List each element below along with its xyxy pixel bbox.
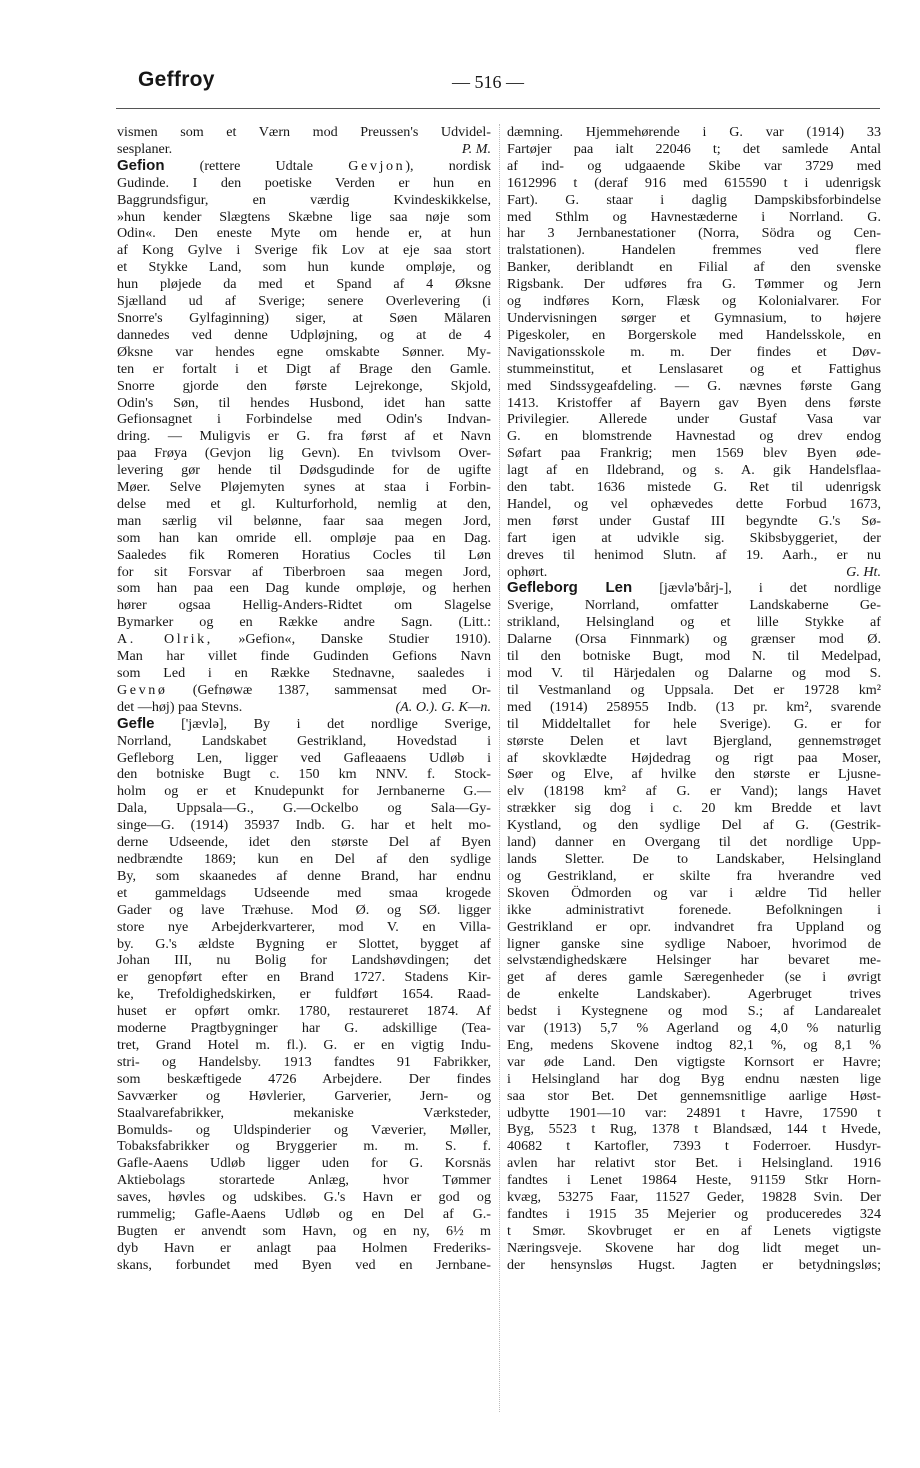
author-signature: (A. O.). G. K—n. — [395, 698, 491, 715]
text-line: nedbrændte 1869; kun en Del af den sydlige — [117, 851, 491, 867]
text-line: Snorre gjorde den første Lejrekonge, Skjold, — [117, 377, 491, 394]
text-line: var øde Land. Den vigtigste Kornsort er Havre; — [507, 1053, 881, 1070]
text-line: huset er opført omkr. 1780, restaureret 1874. Af — [117, 1003, 491, 1020]
literature-author: A. Olrik, — [117, 631, 213, 648]
text-line: lagt af en Ildebrand, og s. A. gik Handelsflaa- — [507, 462, 881, 479]
entry-body — [507, 124, 881, 564]
entry-first-line — [117, 158, 491, 175]
headword: Gefion — [117, 157, 165, 174]
headword: Gefleborg Len — [507, 580, 633, 597]
text-line: levering gør hende til Dødsgudinde for de ugifte — [117, 462, 491, 479]
text-line: get af deres gamle Særegenheder (se i øvrigt — [507, 969, 881, 986]
text-line: den tabt. 1636 mistede G. Ret til udenrigsk — [507, 479, 881, 496]
entry-first-line — [117, 716, 491, 733]
text-line: den botniske Bugt c. 150 km NNV. f. Stock- — [117, 766, 491, 783]
text-line: største Delen et lavt Bjergland, gennemstrøget — [507, 732, 881, 749]
text-line: Rigsbank. Der udføres fra G. Tømmer og Jern — [507, 276, 881, 293]
running-head: Geffroy — [138, 68, 215, 91]
entry-body — [117, 175, 491, 631]
text-line: fandtes i 1915 35 Mejerier og produceredes 324 — [507, 1206, 881, 1223]
text-line: de enkelte Landskaber). Agerbruget trives — [507, 986, 881, 1003]
entry-gefleborg-len — [507, 580, 881, 1273]
text-line: paa Frøya (Gevjon lig Gevn). En tvivlsom Over- — [117, 445, 491, 462]
text-line: delse med et gl. Kulturforhold, nemlig at den, — [117, 495, 491, 512]
text-line: By, som skaanedes af denne Brand, har endnu — [117, 867, 491, 884]
text-line: Snorre's Gylfaginning) siger, at Søen Mälaren — [117, 309, 491, 326]
text-line: Søer og Elve, af hvilke den største er Ljusne- — [507, 766, 881, 783]
page-number: — 516 — — [452, 72, 524, 92]
left-column — [117, 124, 491, 1274]
text-line: med (1914) 258955 Indb. (13 pr. km², svarende — [507, 698, 881, 715]
entry-first-line — [507, 580, 881, 597]
entry-gefle — [117, 716, 491, 1274]
text-line: Aktiebolags storartede Anlæg, hvor Tømmer — [117, 1172, 491, 1189]
text-line: holm og er et Knudepunkt for Jernbanerne G.— — [117, 783, 491, 800]
text-line: dannedes ved denne Udpløjning, og at de 4 — [117, 326, 491, 343]
text-line: saa stor Bet. Det gennemsnitlige aarlige Høst- — [507, 1087, 881, 1104]
text-line: kvæg, 53275 Faar, 11527 Geder, 19828 Svin. Der — [507, 1189, 881, 1206]
text-line: var (1913) 5,7 % Agerland og 4,0 % naturlig — [507, 1020, 881, 1037]
text-line: tret, Grand Hotel m. fl.). G. er en vigtig Indu- — [117, 1036, 491, 1053]
text-line: af Kong Gylve i Sverige fik Lov at eje saa stort — [117, 242, 491, 259]
text-line: Baggrundsfigur, en værdig Kvindeskikkelse, — [117, 191, 491, 208]
text-line: fandtes i Lenet 19864 Heste, 91159 Stkr Horn- — [507, 1172, 881, 1189]
text-fragment: [jævlə'bårj-], i det nordlige — [632, 580, 881, 597]
text-line: Næringsveje. Skovene har dog lidt meget un- — [507, 1239, 881, 1256]
text-line: af ind- og udgaaende Skibe var 3729 med — [507, 157, 881, 174]
author-signature: P. M. — [461, 140, 491, 157]
text-line: Øksne var hendes egne omskabte Sønner. My- — [117, 343, 491, 360]
author-signature: G. Ht. — [846, 563, 881, 580]
text-line: Dalarne (Orsa Finnmark) og grænser mod Ø. — [507, 631, 881, 648]
text-line: bedst i Kystegnene og mod S.; af Landarealet — [507, 1003, 881, 1020]
text-line: dring. — Muligvis er G. fra først af et Navn — [117, 428, 491, 445]
text-line: Privilegier. Allerede under Gustaf Vasa var — [507, 411, 881, 428]
text-line: dreves til henimod Slutn. af 19. Aarh., er nu — [507, 546, 881, 563]
text-line: elv (18198 km² af G. er Vand); langs Havet — [507, 783, 881, 800]
text-line: med Sindssygeafdeling. — G. nævnes første Gang — [507, 377, 881, 394]
text-line: tralstationen). Handelen fremmes ved flere — [507, 242, 881, 259]
pronunciation: Gevjon — [348, 157, 406, 174]
text-line: Fartøjer paa ialt 22046 t; det samlede Antal — [507, 140, 881, 157]
text-line: mod V. til Härjedalen og Dalarne og mod S. — [507, 665, 881, 682]
text-line: Skoven Ödmorden og var i ældre Tid heller — [507, 884, 881, 901]
text-line: Gestrikland er opr. indvandret fra Uppland og — [507, 918, 881, 935]
text-line: som han kan omride ell. ompløje paa en Dag. — [117, 529, 491, 546]
text-fragment: ), nordisk — [405, 157, 491, 174]
literature-line — [117, 631, 491, 648]
text-line: Johan III, nu Bolig for Landshøvdingen; det — [117, 952, 491, 969]
text-line: af skovklædte Højdedrag og rigt paa Moser, — [507, 749, 881, 766]
text-line: Bugten er anvendt som Havn, og en ny, 6½ m — [117, 1222, 491, 1239]
text-line: dæmning. Hjemmehørende i G. var (1914) 33 — [507, 124, 881, 140]
text-line: lands Sletter. De to Landskaber, Helsingland — [507, 850, 881, 867]
text-line: som beskæftigede 4726 Arbejdere. Der findes — [117, 1070, 491, 1087]
entry-gefle-continued — [507, 124, 881, 580]
text-line: saves, høvles og udskibes. G.'s Havn er god og — [117, 1189, 491, 1206]
entry-body — [507, 597, 881, 1273]
headword: Gefle — [117, 715, 155, 732]
text-line: 40682 t Kartofler, 7393 t Foderroer. Husdyr- — [507, 1138, 881, 1155]
text-line: der hensynsløs Hugst. Jagten er betydningsløs; — [507, 1256, 881, 1273]
text-line: men først under Gustaf III begyndte G.'s Sø- — [507, 512, 881, 529]
text-line: sesplaner. — [117, 140, 173, 157]
text-line: Gefionsagnet i Forbindelse med Odin's Indvan- — [117, 411, 491, 428]
text-line: Møer. Selve Pløjemyten synes at staa i Forbin- — [117, 479, 491, 496]
text-line: vismen som et Værn mod Preussen's Udvidel- — [117, 124, 491, 140]
text-line: fart igen at udvikle sig. Skibsbyggeriet, der — [507, 529, 881, 546]
text-line: skans, forbundet med Byen ved en Jernbane- — [117, 1256, 491, 1273]
text-line: ke, Trefoldighedskirken, er fuldført 1654. Raad- — [117, 986, 491, 1003]
place-name: Gevnø — [117, 681, 168, 698]
text-line: by. G.'s ældste Bygning er Slottet, bygget af — [117, 935, 491, 952]
text-line: Odin's Søn, til hendes Husbond, idet han satte — [117, 394, 491, 411]
text-line: og indføres Korn, Flæsk og Kolonialvarer. For — [507, 293, 881, 310]
text-line: store nye Arbejderkvarterer, mod V. en Villa- — [117, 918, 491, 935]
text-line: derne Udseende, idet den største Del af Byen — [117, 834, 491, 851]
text-line: selvstændighedskære Helsinger har bevaret me- — [507, 952, 881, 969]
text-line: til Vestmanland og Uppsala. Det er 19728 km² — [507, 681, 881, 698]
text-line: Staalvarefabrikker, mekaniske Værksteder, — [117, 1104, 491, 1121]
text-line: Gefleborg Len, ligger ved Gafleaaens Udløb i — [117, 749, 491, 766]
text-line: for sit Forsvar af Tiberbroen saa megen Jord, — [117, 563, 491, 580]
intro-fragment — [117, 124, 491, 158]
text-line: 1413. Kristoffer af Bayern gav Byen dens første — [507, 394, 881, 411]
header-rule — [116, 108, 880, 109]
text-line: som Led i en Række Stednavne, saaledes i — [117, 665, 491, 682]
text-line: og Gestrikland, er skilte fra hverandre ved — [507, 867, 881, 884]
text-line: hører ogsaa Hellig-Anders-Ridtet om Slagelse — [117, 597, 491, 614]
text-line: et Stykke Land, som hun kunde ompløje, og — [117, 259, 491, 276]
text-line: Savværker og Høvlerier, Garverier, Jern- og — [117, 1087, 491, 1104]
text-line: avlen har relativt stor Bet. i Helsingland. 1916 — [507, 1155, 881, 1172]
text-line: »hun kender Slægtens Skæbne lige saa nøje som — [117, 208, 491, 225]
text-line: strækker sig dog i c. 20 km Bredde et lavt — [507, 800, 881, 817]
text-line: stri- og Handelsby. 1913 fandtes 91 Fabrikker, — [117, 1053, 491, 1070]
entry-body — [117, 733, 491, 1274]
text-line: land) danner en Overgang til det nordlige Upp- — [507, 834, 881, 851]
text-line: Pigeskoler, en Borgerskole med Handelsskole, en — [507, 326, 881, 343]
text-line: Bomulds- og Uldspinderier og Væverier, Møller, — [117, 1121, 491, 1138]
text-line: Fart). G. staar i daglig Dampskibsforbindelse — [507, 191, 881, 208]
text-line: Gafle-Aaens Udløb ligger uden for G. Korsnäs — [117, 1155, 491, 1172]
text-line: Kystland, og den sydlige Del af G. (Gestrik- — [507, 817, 881, 834]
place-name-line — [117, 682, 491, 699]
text-line: Tobaksfabrikker og Bryggerier m. m. S. f. — [117, 1138, 491, 1155]
text-line: til Middeltallet for hele Sverige). G. er for — [507, 715, 881, 732]
text-line: Saaledes fik Romeren Horatius Cocles til Løn — [117, 546, 491, 563]
text-line: man særlig vil belønne, faar saa megen Jord, — [117, 512, 491, 529]
text-line: Søfart paa Frankrig; men 1569 blev Byen øde- — [507, 445, 881, 462]
text-line: t Smør. Skovbruget er en af Lenets vigtigste — [507, 1222, 881, 1239]
text-line: hun pløjede da med et Spand af 4 Øksne — [117, 276, 491, 293]
text-line: Odin«. Den eneste Myte om hende er, at hun — [117, 225, 491, 242]
text-line: det —høj) paa Stevns. — [117, 698, 243, 715]
text-line: Dala, Uppsala—G., G.—Ockelbo og Sala—Gy- — [117, 800, 491, 817]
text-line: ophørt. — [507, 563, 548, 580]
text-line: stummeinstitut, et Lenslasaret og et Fattighus — [507, 360, 881, 377]
text-fragment: (rettere Udtale — [164, 157, 349, 174]
text-line: Sverige, Norrland, omfatter Landskaberne Ge- — [507, 597, 881, 614]
text-line: moderne Pragtbygninger har G. adskillige (Tea- — [117, 1020, 491, 1037]
text-line: Man har villet finde Gudinden Gefions Navn — [117, 648, 491, 665]
entry-gefion — [117, 158, 491, 716]
text-line: i Helsingland har dog Byg endnu næsten lige — [507, 1070, 881, 1087]
text-line: G. en blomstrende Havnestad og drev endog — [507, 428, 881, 445]
text-line: Norrland, Landskabet Gestrikland, Hovedstad i — [117, 732, 491, 749]
text-line: Byg, 5523 t Rug, 1378 t Blandsæd, 144 t Hvede, — [507, 1121, 881, 1138]
right-column — [507, 124, 881, 1274]
text-line: Navigationsskole m. m. Der findes et Døv- — [507, 343, 881, 360]
text-fragment: ['jævlə], By i det nordlige Sverige, — [154, 715, 491, 732]
text-line: ten er fortalt i et Digt af Brage den Gamle. — [117, 360, 491, 377]
text-line: singe—G. (1914) 35937 Indb. G. har et helt mo- — [117, 817, 491, 834]
text-line: et gammeldags Udseende med smaa krogede — [117, 884, 491, 901]
text-line: dyb Havn er anlagt paa Holmen Frederiks- — [117, 1239, 491, 1256]
text-line: udbytte 1901—10 var: 24891 t Havre, 17590 t — [507, 1104, 881, 1121]
text-line: Gader og lave Træhuse. Mod Ø. og SØ. ligger — [117, 901, 491, 918]
text-line: ikke administrativt forenede. Befolkningen i — [507, 901, 881, 918]
text-line: Bymarker og en Række andre Sagn. (Litt.: — [117, 614, 491, 631]
text-line: Handel, og vel ophævedes dette Forbud 1673, — [507, 495, 881, 512]
text-line: 1612996 t (deraf 916 med 615590 t i udenrigsk — [507, 174, 881, 191]
text-line: Banker, deriblandt en Filial af den svenske — [507, 259, 881, 276]
text-line: ligner ganske sine sydlige Naboer, hvorimod de — [507, 935, 881, 952]
text-line: Undervisningen sørger et Gymnasium, to højere — [507, 309, 881, 326]
text-line: Gudinde. I den poetiske Verden er hun en — [117, 174, 491, 191]
text-line: har 3 Jernbanestationer (Norra, Södra og Cen- — [507, 225, 881, 242]
text-line: som han paa een Dag kunde ompløje, og herhen — [117, 580, 491, 597]
text-fragment: (Gefnøwæ 1387, sammensat med Or- — [167, 681, 491, 698]
column-divider — [499, 124, 500, 1412]
text-line: strikland, Helsingland og et lille Stykke af — [507, 614, 881, 631]
text-line: rummelig; Gafle-Aaens Udløb og en Del af G.- — [117, 1206, 491, 1223]
text-fragment: »Gefion«, Danske Studier 1910). — [212, 631, 491, 648]
text-line: med Sthlm og Havnestæderne i Norrland. G. — [507, 208, 881, 225]
text-line: til den botniske Bugt, mod N. til Medelpad, — [507, 648, 881, 665]
entry-body — [117, 648, 491, 682]
text-line: er genopført efter en Brand 1727. Stadens Kir- — [117, 969, 491, 986]
text-line: Eng, medens Skovene indtog 82,1 %, og 8,1 % — [507, 1036, 881, 1053]
text-line: Sjælland ud af Sverige; senere Overlevering (i — [117, 293, 491, 310]
